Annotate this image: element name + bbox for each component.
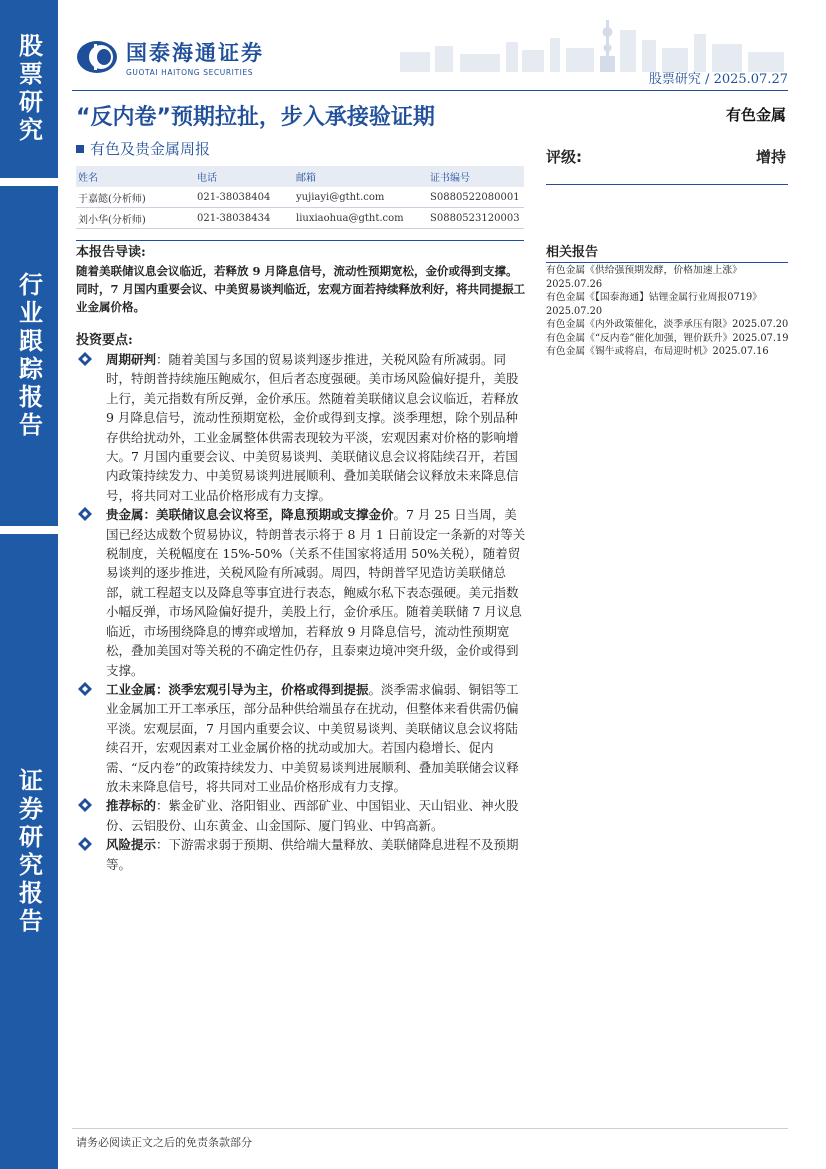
point-lead: 风险提示	[106, 837, 157, 853]
table-row	[76, 208, 524, 229]
column-header: 电话	[195, 166, 294, 187]
analyst-table	[76, 166, 524, 229]
square-bullet-icon	[76, 145, 84, 153]
list-item	[76, 796, 528, 835]
analyst-email[interactable]: yujiayi@gtht.com	[294, 187, 428, 208]
rating-value: 增持	[755, 148, 786, 166]
list-item	[76, 680, 528, 796]
header-divider	[72, 90, 788, 91]
analyst-cert: S0880522080001	[428, 187, 524, 208]
analyst-name: 刘小华(分析师)	[76, 208, 195, 229]
analyst-cert: S0880523120003	[428, 208, 524, 229]
point-text: 。7 月 25 日当周，美国已经达成数个贸易协议，特朗普表示将于 8 月 1 日前设定一条新的对等关税制度，关税幅度在 15%-50%（关系不佳国家将适用 50%关税），随着贸易谈判的逐步推进，关税风险有所减弱。周四，特朗普罕见造访美联储总部，就工程超支以及降息等事宜进行表态，鲍威尔私下表态强硬。美元指数小幅反弹，市场风险偏好提升，美股上行，金价承压。随着美联储 7 月议息临近，市场围绕降息的博弈或增加，若释放 9 月降息信号，流动性预期宽松，叠加美国对等关税的不确定性仍存，且泰柬边境冲突升级，金价或得到支撑。	[106, 507, 526, 678]
related-divider	[546, 262, 788, 263]
table-row	[76, 187, 524, 208]
report-title: “反内卷”预期拉扯，步入承接验证期	[76, 105, 435, 130]
rating-divider	[546, 184, 788, 185]
industry-label: 有色金属	[725, 106, 786, 124]
point-lead: 周期研判	[106, 352, 157, 367]
points-heading: 投资要点:	[76, 333, 133, 348]
brand-name-cn: 国泰海通证券	[126, 41, 264, 65]
column-header: 证书编号	[428, 166, 524, 187]
left-sidebar	[0, 0, 58, 1169]
investment-points	[76, 350, 528, 874]
diamond-bullet-icon	[78, 352, 92, 366]
analyst-phone: 021-38038434	[195, 208, 294, 229]
footer-disclaimer: 请务必阅读正文之后的免责条款部分	[76, 1136, 252, 1149]
rating-label: 评级:	[546, 148, 582, 166]
point-lead: 推荐标的	[106, 798, 157, 814]
related-report-link[interactable]: 有色金属《锡牛或将启，布局迎时机》2025.07.16	[546, 346, 769, 357]
point-text: ：紫金矿业、洛阳钼业、西部矿业、中国铝业、天山铝业、神火股份、云铝股份、山东黄金、山金国际、厦门钨业、中钨高新。	[106, 798, 519, 833]
point-lead: 工业金属：淡季宏观引导为主，价格或得到提振	[106, 681, 369, 697]
related-reports-heading: 相关报告	[546, 245, 599, 260]
column-header: 姓名	[76, 166, 195, 187]
table-header-row	[76, 166, 524, 187]
sidebar-label: 股票研究	[14, 33, 43, 145]
diamond-bullet-icon	[78, 798, 92, 812]
report-date: 2025.07.27	[713, 72, 788, 87]
diamond-bullet-icon	[78, 507, 92, 521]
related-report-link[interactable]: 有色金属《“反内卷”催化加强，锂价跃升》2025.07.19	[546, 332, 789, 344]
diamond-bullet-icon	[78, 682, 92, 696]
point-text: ：随着美国与多国的贸易谈判逐步推进，关税风险有所减弱。同时，特朗普持续施压鲍威尔，但后者态度强硬。美市场风险偏好提升，美股上行，美元指数有所反弹，金价承压。然随着美联储议息会议临近，若释放 9 月降息信号，流动性预期宽松，金价或得到支撑。淡季理想，除个别品种存供给扰动外，工业金属整体供需表现较为平淡，宏观因素对价格的影响增大。7 月国内重要会议、中美贸易谈判、美联储议息会议将陆续召开，若国内政策持续发力、中美贸易谈判进展顺利、叠加美联储会议释放未来降息信号，将共同对工业品价格形成有力支撑。	[106, 352, 519, 503]
column-header: 邮箱	[294, 166, 428, 187]
diamond-bullet-icon	[78, 837, 92, 851]
footer-divider	[72, 1128, 788, 1129]
analyst-name: 于嘉懿(分析师)	[76, 187, 195, 208]
sidebar-label: 行业跟踪报告	[14, 272, 43, 440]
sidebar-block-securities-research	[0, 534, 58, 1169]
point-lead: 贵金属：美联储议息会议将至，降息预期或支撑金价	[106, 507, 394, 523]
report-meta: 股票研究 / 2025.07.27	[648, 72, 788, 87]
related-report-link[interactable]: 有色金属《供给强预期发酵，价格加速上涨》2025.07.26	[546, 265, 742, 290]
brand-name-en: GUOTAI HAITONG SECURITIES	[126, 68, 254, 77]
brand-logo	[76, 37, 264, 77]
intro-heading: 本报告导读:	[76, 245, 146, 260]
related-report-link[interactable]: 有色金属《内外政策催化，淡季承压有限》2025.07.20	[546, 319, 789, 330]
list-item	[76, 835, 528, 874]
analyst-email[interactable]: liuxiaohua@gtht.com	[294, 208, 428, 229]
list-item	[76, 505, 528, 680]
report-subtitle: 有色及贵金属周报	[76, 138, 210, 159]
related-reports-list	[546, 264, 790, 359]
sidebar-block-industry-tracking	[0, 186, 58, 526]
list-item	[76, 350, 528, 505]
intro-body: 随着美联储议息会议临近，若释放 9 月降息信号，流动性预期宽松，金价或得到支撑。同时，7 月国内重要会议、中美贸易谈判临近，宏观方面若持续释放利好，将共同提振工业金属价格。	[76, 264, 526, 314]
sidebar-block-stock-research	[0, 0, 58, 178]
analyst-phone: 021-38038404	[195, 187, 294, 208]
sidebar-label: 证券研究报告	[14, 767, 43, 936]
point-text: ：下游需求弱于预期、供给端大量释放、美联储降息进程不及预期等。	[106, 837, 519, 872]
point-text: 。淡季需求偏弱、铜铝等工业金属加工开工率承压，部分品种供给端虽存在扰动，但整体来看供需仍偏平淡。宏观层面，7 月国内重要会议、中美贸易谈判、美联储议息会议将陆续召开，宏观因素对工业金属价格的扰动或加大。若国内稳增长、促内需、“反内卷”的政策持续发力、中美贸易谈判进展顺利、叠加美联储会议释放未来降息信号，将共同对工业品价格形成有力支撑。	[106, 681, 519, 794]
brand-mark-icon	[76, 40, 118, 74]
related-report-link[interactable]: 有色金属《【国泰海通】钴锂金属行业周报0719》2025.07.20	[546, 292, 762, 317]
report-category: 股票研究	[648, 72, 701, 87]
city-skyline-image	[380, 12, 788, 72]
